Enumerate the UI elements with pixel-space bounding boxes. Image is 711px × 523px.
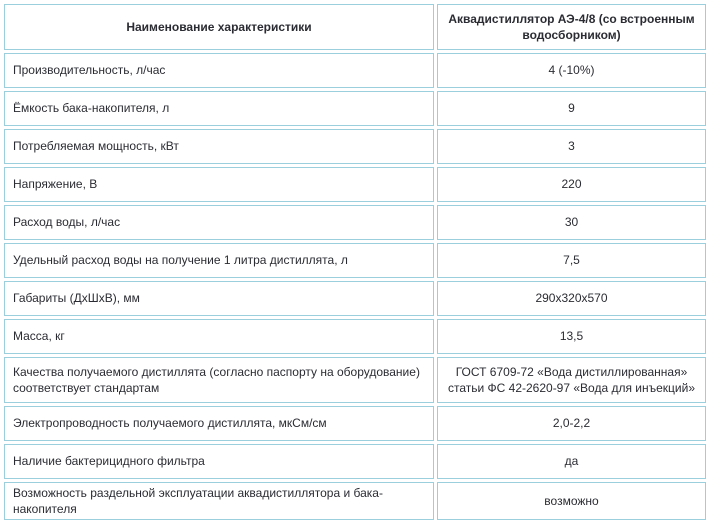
row-label: Расход воды, л/час [4, 205, 434, 240]
row-value: 13,5 [437, 319, 706, 354]
row-label: Ёмкость бака-накопителя, л [4, 91, 434, 126]
spec-table [1, 1, 709, 523]
row-value: 290х320х570 [437, 281, 706, 316]
row-label: Масса, кг [4, 319, 434, 354]
row-label: Напряжение, В [4, 167, 434, 202]
row-label: Наличие бактерицидного фильтра [4, 444, 434, 479]
table-row [4, 357, 706, 403]
table-row [4, 167, 706, 202]
row-value: да [437, 444, 706, 479]
row-value: 2,0-2,2 [437, 406, 706, 441]
table-row [4, 406, 706, 441]
row-label: Удельный расход воды на получение 1 литра дистиллята, л [4, 243, 434, 278]
row-label: Потребляемая мощность, кВт [4, 129, 434, 164]
row-value: возможно [437, 482, 706, 520]
row-value: 7,5 [437, 243, 706, 278]
row-label: Возможность раздельной эксплуатации аквадистиллятора и бака-накопителя [4, 482, 434, 520]
row-value: ГОСТ 6709-72 «Вода дистиллированная» статьи ФС 42-2620-97 «Вода для инъекций» [437, 357, 706, 403]
row-value: 4 (-10%) [437, 53, 706, 88]
table-row [4, 205, 706, 240]
row-value: 30 [437, 205, 706, 240]
header-product-name: Аквадистиллятор АЭ-4/8 (со встроенным водосборником) [437, 4, 706, 50]
table-row [4, 482, 706, 520]
header-characteristic-name: Наименование характеристики [4, 4, 434, 50]
row-label: Производительность, л/час [4, 53, 434, 88]
table-row [4, 129, 706, 164]
row-label: Габариты (ДхШхВ), мм [4, 281, 434, 316]
row-value: 9 [437, 91, 706, 126]
table-row [4, 243, 706, 278]
table-row [4, 319, 706, 354]
row-label: Электропроводность получаемого дистиллята, мкСм/см [4, 406, 434, 441]
row-label: Качества получаемого дистиллята (согласно паспорту на оборудование) соответствует стандартам [4, 357, 434, 403]
table-row [4, 91, 706, 126]
row-value: 3 [437, 129, 706, 164]
table-row [4, 53, 706, 88]
header-row [4, 4, 706, 50]
row-value: 220 [437, 167, 706, 202]
table-row [4, 281, 706, 316]
table-row [4, 444, 706, 479]
